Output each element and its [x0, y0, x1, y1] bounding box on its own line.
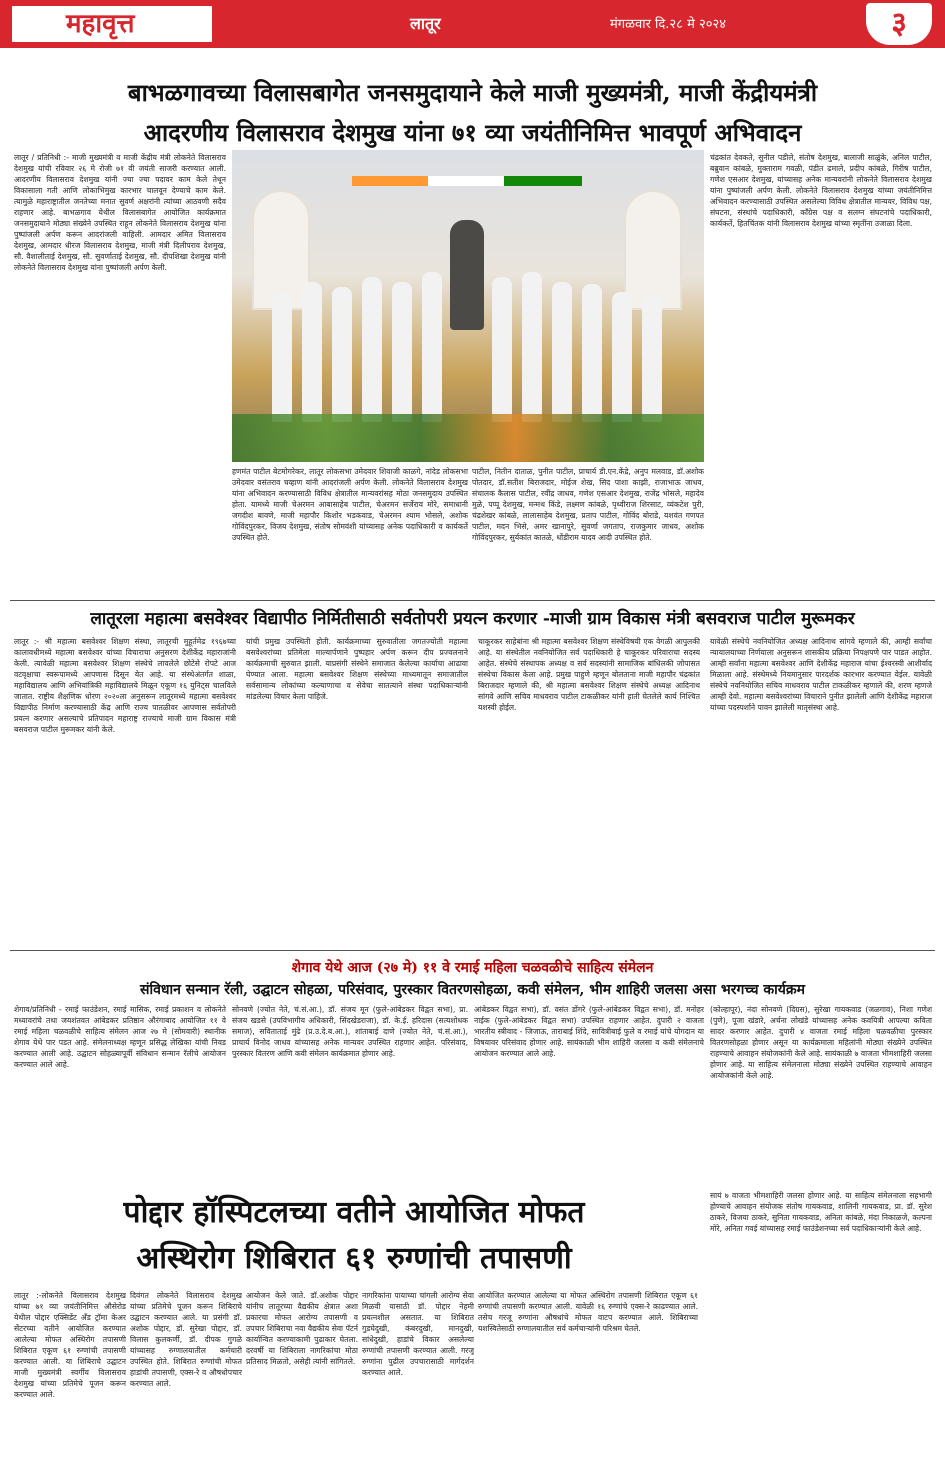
- article1-column-2: हणमंत पाटील बेटमोगरेकर, लातूर लोकसभा उमेदवार शिवाजी काळगे, नांदेड लोकसभा उमेदवार वसंतराव चव्हाण यांनी आदरांजली अर्पण केली. लोकनेते विलासराव देशमुख यांना अभिवादन करण्यासाठी विविध क्षेत्रातील मान्यवरांसह मोठा जनसमुदाय उपस्थित होता. यामध्ये माजी चेअरमन आबासाहेब पाटील, चेअरमन सर्जेराव मोरे, समाधानी जगदीश बावणे, माजी महापौर किशोर भडकवाड, चेअरमन श्याम भोसले, अशोक गोविंदपुरकर, विजय देशमुख, संतोष सोमवंशी यांच्यासह अनेक पदाधिकारी व कार्यकर्ते उपस्थित होते.: [232, 467, 468, 542]
- person: [612, 292, 632, 422]
- tribute-photo: [232, 150, 704, 462]
- article4-column-5: आयोजित करण्यात आलेल्या या मोफत अस्थिरोग तपासणी शिबिरात एकूण ६१ रुग्णांची तपासणी करण्यात आली. यावेळी १६ रुग्णांचे एक्स-रे काढण्यात आले. तसेच गरजू रुग्णांना औषधांचे मोफत वाटप करण्यात आले. शिबिराच्या यशस्वितेसाठी रुग्णालयातील सर्व कर्मचाऱ्यांनी परिश्रम घेतले.: [478, 1291, 698, 1333]
- person: [302, 282, 322, 422]
- article2-column-2: यांची प्रमुख उपस्थिती होती. कार्यक्रमाच्या सुरुवातीला जगतज्योती महात्मा बसवेश्वरांच्या प्रतिमेला माल्यार्पणाने पुष्पहार अर्पण करून दीप प्रज्वलनाने कार्यक्रमाची सुरुवात झाली. याप्रसंगी संस्थेने समाजात केलेल्या कार्याचा आढावा घेण्यात आला. महात्मा बसवेश्वर शिक्षण संस्थेच्या माध्यमातून समाजातील सर्वसामान्य लोकांच्या कल्याणाचा व सेवेचा सातत्याने संस्था पदाधिकाऱ्यांनी मांडलेल्या विचार केला पाहिजे.: [246, 637, 468, 701]
- article4-column-2: दिवंगत लोकनेते विलासराव देशमुख यांच्या प्रतिमेचे पूजन करून शिबिराचे उद्घाटन करण्यात आले. या प्रसंगी डॉ. अशोक पोद्दार, डॉ. सुरेखा पोद्दार, डॉ. विलास कुलकर्णी, डॉ. दीपक गुगळे यांच्यासह रुग्णालयातील कर्मचारी उपस्थित होते. शिबिरात रुग्णांची मोफत हाडांची तपासणी, एक्स-रे व औषधोपचार करण्यात आले.: [130, 1291, 242, 1388]
- article1-column-4: चंद्रकांत देवकते, सुनील पडीले, संतोष देशमुख, बालाजी साळुंके, अनिल पाटील, बब्रुवान कांबळे, मुक्ताराम गवळी, पंडीत ढमाले, प्रदीप कांबळे, गिरीष पाटील, गणेश एसआर देशमुख, यांच्यासह अनेक मान्यवरांनी लोकनेते विलासराव देशमुख यांना पुष्पांजली अर्पण केली. लोकनेते विलासराव देशमुख यांच्या जयंतीनिमित्त अभिवादन करण्यासाठी उपस्थित असलेल्या विविध क्षेत्रातील मान्यवर, विविध पक्ष, संघटना, संस्थांचे पदाधिकारी, काँग्रेस पक्ष व सलग्न संघटनांचे पदाधिकारी, कार्यकर्ते, हितचिंतक यांनी विलासराव देशमुख यांच्या स्मृतींना उजाळा दिला.: [710, 153, 932, 228]
- issue-date: मंगळवार दि.२८ मे २०२४: [610, 17, 727, 32]
- article2-column-1: लातूर :- श्री महात्मा बसवेश्वर शिक्षण संस्था, लातूरची मुहूर्तमेढ १९६७च्या कालावधीमध्ये महात्मा बसवेश्वर यांच्या विचाराचा अनुसरण देशीकेंद्र महाराजांनी केली. त्यावेळी महात्मा बसवेश्वर शिक्षण संस्थेचे लावलेले छोटेसे रोपटे आज वटवृक्षाचा स्वरूपामध्ये आपणास दिसून येत आहे. या संस्थेअंतर्गत शाळा, महाविद्यालय आणि अभियांत्रिकी महाविद्यालये मिळून एकूण १६ युनिट्स चालविले जातात. राष्ट्रीय शैक्षणिक धोरण २०२०ला अनुसरून लातूरमध्ये महात्मा बसवेश्वर विद्यापीठ निर्माण करण्यासाठी केंद्र आणि राज्य पातळीवर आपणास सर्वतोपरी प्रयत्न करणार असल्याचे प्रतिपादन महाराष्ट्र राज्याचे माजी ग्राम विकास मंत्री बसवराज पाटील मुरूमकर यांनी केले.: [14, 637, 236, 734]
- article3-column-2: सोनवणे (ज्योत नेते, चं.सं.आ.), डॉ. संजय मून (फुले-आंबेडकर विद्वत सभा), प्रा. संजय खडसे (उपविभागीय अधिकारी, सिंदखेडराजा), डॉ. के.ई. हरिदास (सत्यशोधक समाज), सविताताई मुंढे (प्र.उ.दे.ब.आ.), शांताबाई दाणे (ज्योत नेते, चं.सं.आ.), प्राचार्य विनोद जाधव यांच्यासह अनेक मान्यवर उपस्थित राहणार आहेत. परिसंवाद, पुरस्कार वितरण आणि कवी संमेलन कार्यक्रमात होणार आहे.: [232, 1005, 468, 1058]
- edition-label: लातूर: [410, 14, 441, 33]
- article1-headline-line1: बाभळगावच्या विलासबागेत जनसमुदायाने केले माजी मुख्यमंत्री, माजी केंद्रीयमंत्री: [127, 78, 818, 107]
- flag-bunting: [352, 176, 582, 186]
- person: [642, 294, 662, 422]
- divider: [10, 950, 935, 951]
- article4-column-3: आयोजन केले जाते. डॉ.अशोक पोद्दार यांनीच लातूरच्या वैद्यकीय क्षेत्रात अशा प्रकारचा मोफत आरोग्य तपासणी व उपचार शिबिराचा नवा वैद्यकीय सेवा पॅटर्न कार्यान्वित करण्याकामी पुढाकार घेतला. दरवर्षी या शिबिराला नागरिकांचा मोठा प्रतिसाद मिळतो, असेही त्यांनी सांगितले.: [246, 1291, 358, 1366]
- article4-column-4: नागरिकांना पायाच्या चांगली आरोग्य सेवा मिळवी यासाठी डॉ. पोद्दार नेहमी प्रयत्नशील असतात. या शिबिरात गुडघेदुखी, कंबरदुखी, मानदुखी, सांधेदुखी, हाडांचे विकार असलेल्या रुग्णांची तपासणी करण्यात आली. गरजू रुग्णांना पुढील उपचारासाठी मार्गदर्शन करण्यात आले.: [362, 1291, 474, 1377]
- article2-column-3: चाकूरकर साहेबांना श्री महात्मा बसवेश्वर शिक्षण संस्थेविषयी एक वेगळी आपुलकी आहे. या संस्थेतील नवनियोजित सर्व पदाधिकारी हे चाकूरकर परिवाराचा सदस्य आहेत. संस्थेचे संस्थापक अध्यक्ष व सर्व सदस्यांनी सामाजिक बांधिलकी जोपासत संस्थेचा विकास केला आहे. प्रमुख पाहुणे म्हणून बोलताना माजी महापौर चंद्रकांत बिराजदार म्हणाले की, श्री महात्मा बसवेश्वर शिक्षण संस्थेचे अध्यक्ष आदिनाथ सांगवे आणि सचिव माधवराव पाटील टाकळीकर यांनी हाती घेतलेले कार्य निश्चित यशस्वी होईल.: [478, 637, 700, 712]
- arch-right: [624, 190, 682, 310]
- statue: [450, 220, 484, 330]
- article3-headline-line1: शेगाव येथे आज (२७ मे) ११ वे रमाई महिला चळवळीचे साहित्य संमेलन: [291, 960, 654, 976]
- article3-column-3: आंबेडकर विद्वत सभा), डॉ. वसंत डोंगरे (फुले-आंबेडकर विद्वत सभा), डॉ. मनोहर नाईक (फुले-आंबेडकर विद्वत सभा) उपस्थित राहणार आहेत. दुपारी २ वाजता भारतीय स्त्रीवाद - जिजाऊ, ताराबाई शिंदे, सावित्रीबाई फुले व रमाई यांचे योगदान या विषयावर परिसंवाद होणार आहे. सायंकाळी भीम शाहिरी जलसा व कवी संमेलनाचे आयोजन करण्यात आले आहे.: [474, 1005, 704, 1058]
- article3-headline-line2: संविधान सन्मान रॅली, उद्घाटन सोहळा, परिसंवाद, पुरस्कार वितरणसोहळा, कवी संमेलन, भीम शाहिरी जलसा असा भरगच्च कार्यक्रम: [139, 982, 805, 998]
- article4-column-1: लातूर :-लोकनेते विलासराव देशमुख यांच्या ७१ व्या जयंतीनिमित्त औसेरोड येथील पोद्दार एक्सिडेंट ॲंड ट्रॉमा केअर सेंटरच्या वतीने आयोजित करण्यात आलेल्या मोफत अस्थिरोग तपासणी शिबिरात एकूण ६१ रुग्णांची तपासणी करण्यात आली. या शिबिराचे उद्घाटन माजी मुख्यमंत्री स्वर्गीय विलासराव देशमुख यांच्या प्रतिमेचे पूजन करून करण्यात आले.: [14, 1291, 126, 1399]
- article4-headline-line2: अस्थिरोग शिबिरात ६१ रुग्णांची तपासणी: [136, 1241, 572, 1276]
- divider: [10, 600, 935, 601]
- person: [552, 282, 572, 422]
- article3-column-4: (कोल्हापूर), नंदा सोनवणे (दिग्रस), सुरेखा गायकवाड (जळगाव), निशा गणेश (पुणे), पूजा खंडारे, अर्चना लोखंडे यांच्यासह अनेक कवयित्री आपल्या कविता सादर करणार आहेत. दुपारी ४ वाजता रमाई महिला चळवळीचा पुरस्कार वितरणसोहळा होणार असून या कार्यक्रमाला महिलांनी मोठ्या संख्येने उपस्थित राहण्याचे आवाहन संयोजकांनी केले आहे. सायंकाळी ७ वाजता भीमशाहिरी जलसा होणार आहे. या साहित्य संमेलनाला मोठ्या संख्येने उपस्थित राहण्याचे आवाहन आयोजकांनी केले आहे.: [710, 1005, 932, 1080]
- article2-column-4: यावेळी संस्थेचे नवनियोजित अध्यक्ष आदिनाथ सांगवे म्हणाले की, आम्ही सर्वांचा न्यायालयाच्या निर्णयाला अनुसरून शासकीय प्रक्रिया निपक्षपणे पार पाडत आहोत. आम्ही सर्वांना महात्मा बसवेश्वर आणि देशीकेंद्र महाराज यांचा ईश्वरस्वी आशीर्वाद मिळाला आहे. संस्थेमध्ये नियमानुसार पारदर्शक कारभार करण्यात येईल. यावेळी संस्थेचे नवनियोजित सचिव माधवराव पाटील टाकळीकर म्हणाले की, शरण म्हणजे आम्ही देवो. महात्मा बसवेश्वरांच्या विचाराने पुनीत झालेली आणि देशीकेंद्र महाराज यांच्या पदस्पर्शाने पावन झालेली मातृसंस्था आहे.: [710, 637, 932, 712]
- person: [522, 272, 542, 422]
- article4-headline-line1: पोद्दार हॉस्पिटलच्या वतीने आयोजित मोफत: [123, 1195, 585, 1230]
- person: [582, 284, 602, 422]
- article4-column-6: सायं ७ वाजता भीमशाहिरी जलसा होणार आहे. या साहित्य संमेलनाला सहभागी होण्याचे आवाहन संयोजक संतोष गायकवाड, शालिनी गायकवाड, प्रा. डॉ. सुरेश ठाकरे, विजया ठाकरे, सुनिता गायकवाड, अनिता कांबळे, मंदा निकाळजे, कल्पना मोरे, अनिता गवई यांच्यासह रमाई फाउंडेशनच्या सर्व पदाधिकाऱ्यांनी केले आहे.: [710, 1191, 932, 1233]
- page-number: ३: [866, 3, 932, 45]
- paper-name: महावृत्त: [12, 6, 212, 42]
- person: [422, 272, 442, 422]
- person: [362, 277, 382, 422]
- person: [492, 277, 512, 422]
- article1-column-1: लातूर / प्रतिनिधी :- माजी मुख्यमंत्री व माजी केंद्रीय मंत्री लोकनेते विलासराव देशमुख यांची रविवार २६ मे रोजी ७१ वी जयंती साजरी करण्यात आली. आदरणीय विलासराव देशमुख यांनी ज्या ज्या पदावर काम केले तेथून विकासाला गती आणि लोकाभिमुख कारभार चालवून देण्याचे काम केले. त्यामुळे महाराष्ट्रातील जनतेच्या मनात सुवर्ण अक्षरांनी त्यांच्या आठवणी सदैव राहणार आहे. बाभळगाव येथील विलासबागेत आयोजित कार्यक्रमात जनसमुदायाने मोठ्या संख्येने उपस्थित राहून लोकनेते विलासराव देशमुख यांना पुष्पांजली अर्पण करून आदरांजली वाहिली. आमदार अमित विलासराव देशमुख, आमदार धीरज विलासराव देशमुख, माजी मंत्री दिलीपराव देशमुख, सौ. वैशालीताई देशमुख, सौ. सुवर्णाताई देशमुख, सौ. दीपशिखा देशमुख यांनी लोकनेते विलासराव देशमुख यांना पुष्पांजली अर्पण केली.: [14, 153, 226, 272]
- person: [272, 292, 292, 422]
- person: [392, 282, 412, 422]
- article2-headline: लातूरला महात्मा बसवेश्वर विद्यापीठ निर्मितीसाठी सर्वतोपरी प्रयत्न करणार -माजी ग्राम विकास मंत्री बसवराज पाटील मुरूमकर: [90, 609, 855, 629]
- article1-headline-line2: आदरणीय विलासराव देशमुख यांना ७१ व्या जयंतीनिमित्त भावपूर्ण अभिवादन: [143, 118, 802, 147]
- person: [332, 287, 352, 422]
- masthead: [0, 0, 945, 48]
- flower-garden: [232, 414, 704, 462]
- article3-column-1: शेगाव/प्रतिनिधी - रमाई फाउंडेशन, रमाई मासिक, रमाई प्रकाशन व लोकनेते मध्यावरांचे तथा जयशंतवत आंबेडकर प्रतिष्ठान औरंगाबाद आयोजित ११ वे रमाई महिला चळवळीचे साहित्य संमेलन आज २७ मे (सोमवारी) स्थानीक शेगाव येथे पार पडत आहे. संमेलनाध्यक्ष म्हणून प्रसिद्ध लेखिका यांची निवड करण्यात आली आहे. उद्घाटन सोहळ्यापूर्वी संविधान सन्मान रॅलीचे आयोजन करण्यात आले आहे.: [14, 1005, 226, 1069]
- article1-column-3: पाटील, नितीन दाताळ, पुनीत पाटील, प्राचार्य डी.एन.केंद्रे, अनुप मलवाड, डॉ.अशोक पोतदार, डॉ.सतीश बिराजदार, मोईज शेख, सिद पाशा काझी, राजाभाऊ जाधव, संचालक कैलास पाटील, रवींद्र जाधव, गणेश एसआर देशमुख, राजेंद्र भोसले, महादेव मुळे, पप्पू देशमुख, मन्मथ किंडे, लक्ष्मण कांबळे, पृथ्वीराज शिरसाट, व्यंकटेश पुरी, चंद्रशेखर कांबळे, लालासाहेब देशमुख, प्रताप पाटील, गोविंद बोराडे, यशवंत गणपत पाटील, मदन भिसे, अमर खानापुरे, सुवर्णा जगताप, राजकुमार जाधव, अशोक गोविंदपुरकर, सुर्यकांत कातळे, धोंडीराम यादव आदी उपस्थित होते.: [472, 467, 704, 542]
